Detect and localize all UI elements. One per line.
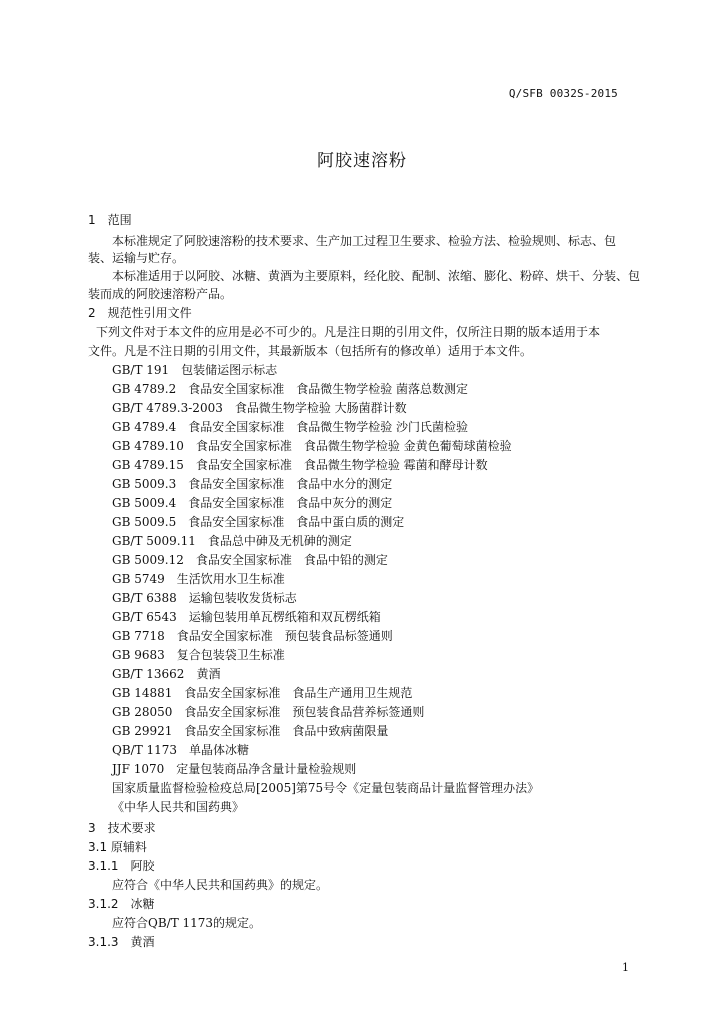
subsection-3-1-2-heading: 3.1.2 冰糖: [88, 897, 155, 911]
page-number: 1: [622, 961, 629, 974]
reference-item: QB/T 1173 单晶体冰糖: [112, 743, 250, 757]
reference-item: GB 7718 食品安全国家标准 预包装食品标签通则: [112, 629, 393, 643]
reference-item: JJF 1070 定量包装商品净含量计量检验规则: [112, 762, 357, 776]
reference-item: GB 14881 食品安全国家标准 食品生产通用卫生规范: [112, 686, 413, 700]
reference-item: GB 4789.4 食品安全国家标准 食品微生物学检验 沙门氏菌检验: [112, 420, 469, 434]
reference-item: GB 4789.10 食品安全国家标准 食品微生物学检验 金黄色葡萄球菌检验: [112, 439, 512, 453]
reference-item: GB 9683 复合包装袋卫生标准: [112, 648, 285, 662]
reference-item: 《中华人民共和国药典》: [112, 800, 245, 814]
scope-paragraph-2-line-1: 本标准适用于以阿胶、冰糖、黄酒为主要原料，经化胶、配制、浓缩、膨化、粉碎、烘干、分装、包: [112, 269, 641, 283]
section-3-heading: 3 技术要求: [88, 821, 156, 835]
references-intro-line-1: 下列文件对于本文件的应用是必不可少的。凡是注日期的引用文件，仅所注日期的版本适用于本: [96, 325, 601, 339]
scope-paragraph-2-line-2: 装而成的阿胶速溶粉产品。: [88, 287, 233, 301]
reference-item: GB/T 5009.11 食品总中砷及无机砷的测定: [112, 534, 352, 548]
standard-code: Q/SFB 0032S-2015: [508, 87, 618, 100]
reference-item: GB 4789.2 食品安全国家标准 食品微生物学检验 菌落总数测定: [112, 382, 469, 396]
reference-item: GB 5009.4 食品安全国家标准 食品中灰分的测定: [112, 496, 393, 510]
document-title: 阿胶速溶粉: [317, 151, 407, 171]
reference-item: GB/T 6388 运输包装收发货标志: [112, 591, 297, 605]
reference-item: 国家质量监督检验检疫总局[2005]第75号令《定量包装商品计量监督管理办法》: [112, 781, 540, 795]
reference-item: GB 28050 食品安全国家标准 预包装食品营养标签通则: [112, 705, 425, 719]
reference-item: GB/T 6543 运输包装用单瓦楞纸箱和双瓦楞纸箱: [112, 610, 381, 624]
reference-item: GB 29921 食品安全国家标准 食品中致病菌限量: [112, 724, 389, 738]
reference-item: GB 5009.12 食品安全国家标准 食品中铅的测定: [112, 553, 388, 567]
subsection-3-1-2-text: 应符合QB/T 1173的规定。: [112, 916, 262, 930]
section-1-heading: 1 范围: [88, 213, 132, 227]
references-intro-line-2: 文件。凡是不注日期的引用文件，其最新版本（包括所有的修改单）适用于本文件。: [88, 344, 533, 358]
reference-item: GB/T 13662 黄酒: [112, 667, 221, 681]
subsection-3-1-1-heading: 3.1.1 阿胶: [88, 859, 155, 873]
subsection-3-1-heading: 3.1 原辅料: [88, 840, 147, 854]
subsection-3-1-3-heading: 3.1.3 黄酒: [88, 935, 155, 949]
reference-item: GB 5749 生活饮用水卫生标准: [112, 572, 285, 586]
section-2-heading: 2 规范性引用文件: [88, 306, 192, 320]
scope-paragraph-1-line-1: 本标准规定了阿胶速溶粉的技术要求、生产加工过程卫生要求、检验方法、检验规则、标志、包: [112, 234, 617, 248]
subsection-3-1-1-text: 应符合《中华人民共和国药典》的规定。: [112, 878, 329, 892]
reference-item: GB/T 4789.3-2003 食品微生物学检验 大肠菌群计数: [112, 401, 407, 415]
reference-item: GB 4789.15 食品安全国家标准 食品微生物学检验 霉菌和酵母计数: [112, 458, 488, 472]
reference-item: GB/T 191 包装储运图示标志: [112, 363, 278, 377]
reference-item: GB 5009.5 食品安全国家标准 食品中蛋白质的测定: [112, 515, 405, 529]
reference-item: GB 5009.3 食品安全国家标准 食品中水分的测定: [112, 477, 393, 491]
scope-paragraph-1-line-2: 装、运输与贮存。: [88, 251, 185, 265]
